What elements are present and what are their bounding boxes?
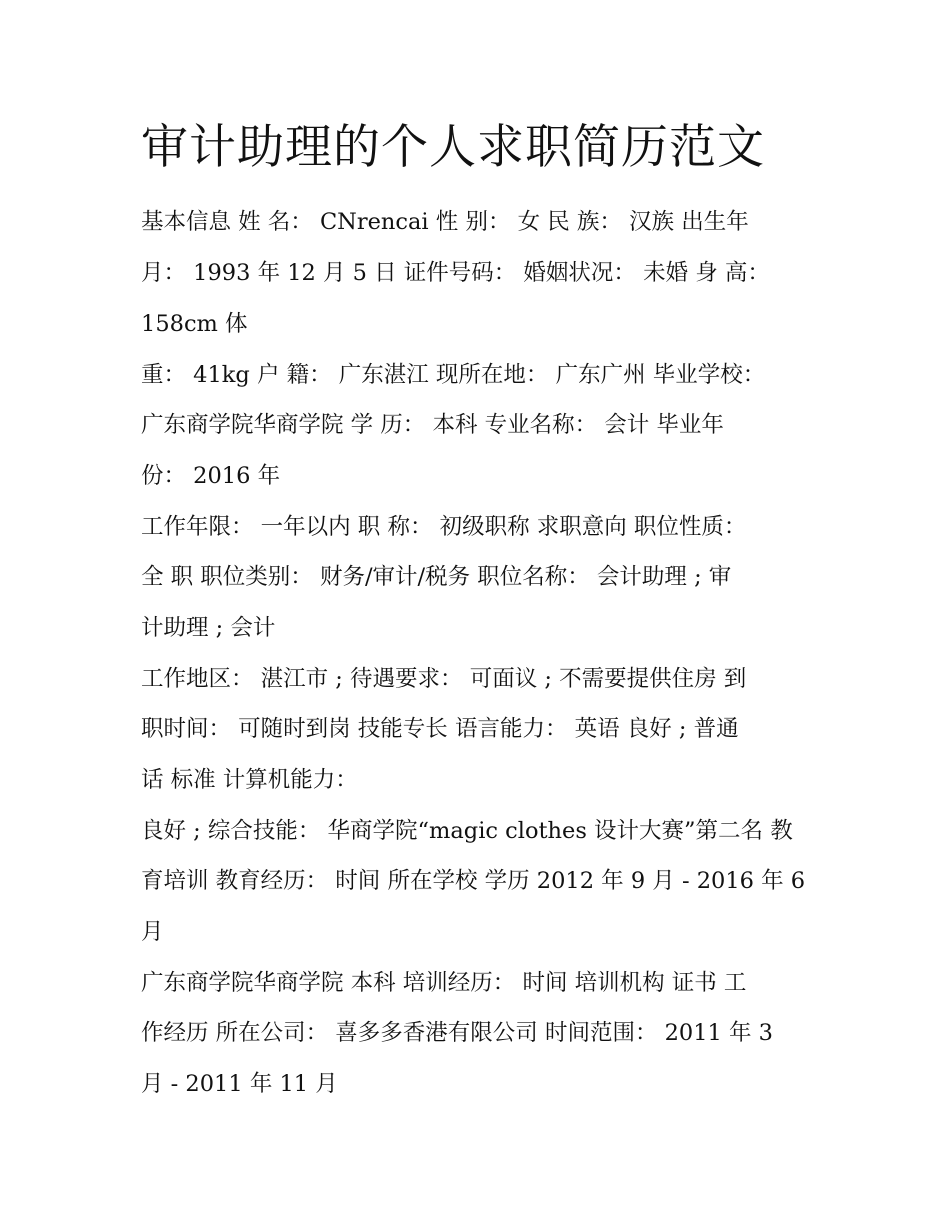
body-line: 重： 41kg 户 籍： 广东湛江 现所在地： 广东广州 毕业学校：: [141, 362, 766, 388]
body-line: 工作地区： 湛江市 ; 待遇要求： 可面议 ; 不需要提供住房 到: [141, 666, 747, 692]
page-title: 审计助理的个人求职简历范文: [141, 120, 765, 175]
body-line: 全 职 职位类别： 财务/审计/税务 职位名称： 会计助理 ; 审: [141, 564, 732, 590]
body-line: 月 - 2011 年 11 月: [141, 1071, 338, 1097]
body-line: 广东商学院华商学院 学 历： 本科 专业名称： 会计 毕业年: [141, 412, 724, 438]
body-line: 158cm 体: [141, 311, 248, 337]
body-line: 良好 ; 综合技能： 华商学院“magic clothes 设计大赛”第二名 教: [141, 818, 793, 844]
body-line: 份： 2016 年: [141, 463, 281, 489]
body-line: 计助理 ; 会计: [141, 615, 276, 641]
body-line: 工作年限： 一年以内 职 称： 初级职称 求职意向 职位性质：: [141, 514, 747, 540]
body-line: 广东商学院华商学院 本科 培训经历： 时间 培训机构 证书 工: [141, 970, 747, 996]
body-line: 话 标准 计算机能力：: [141, 767, 358, 793]
body-line: 职时间： 可随时到岗 技能专长 语言能力： 英语 良好 ; 普通: [141, 716, 739, 742]
body-line: 基本信息 姓 名： CNrencai 性 别： 女 民 族： 汉族 出生年: [141, 209, 749, 235]
body-line: 月： 1993 年 12 月 5 日 证件号码： 婚姻状况： 未婚 身 高：: [141, 260, 770, 286]
body-line: 作经历 所在公司： 喜多多香港有限公司 时间范围： 2011 年 3: [141, 1020, 773, 1046]
body-line: 月: [141, 919, 164, 945]
body-line: 育培训 教育经历： 时间 所在学校 学历 2012 年 9 月 - 2016 年 6: [141, 868, 806, 894]
